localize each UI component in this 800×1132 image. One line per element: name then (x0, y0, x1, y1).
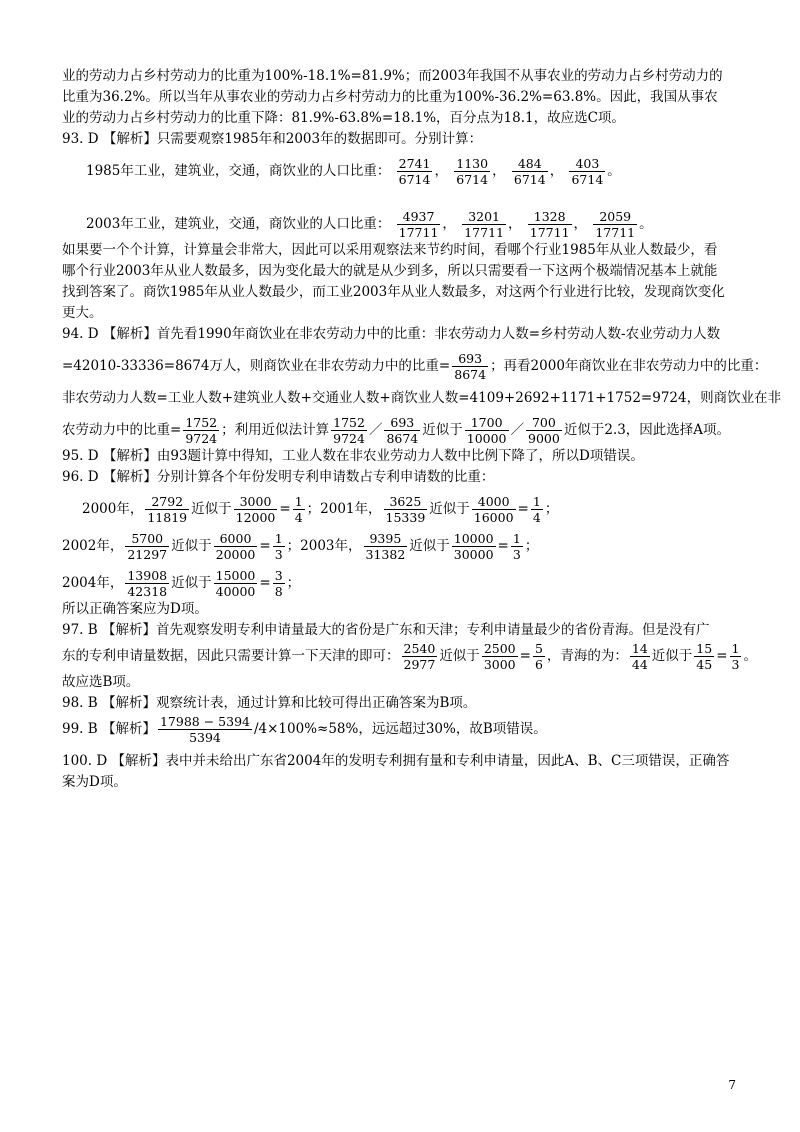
numerator: 3000 (234, 494, 278, 510)
numerator: 10000 (453, 531, 494, 546)
text-run: ， (549, 163, 564, 179)
text-run: = (517, 501, 529, 517)
fraction (145, 494, 189, 525)
text-run: 。 (639, 216, 653, 232)
q95-line-1: 95. D 【解析】由93题计算中得知，工业人数在非农业劳动力人数中比例下降了，所以D项错误。 (62, 448, 644, 464)
numerator: 1 (532, 494, 541, 509)
denominator: 9724 (185, 431, 218, 446)
numerator: 484 (512, 156, 548, 172)
fraction (465, 415, 509, 446)
fraction (512, 156, 548, 187)
denominator: 44 (631, 657, 648, 672)
denominator: 17711 (529, 225, 570, 240)
q93-row-2003 (62, 209, 752, 240)
text-run: 2000年， (82, 501, 144, 517)
text-run: = (519, 648, 531, 664)
numerator: 2540 (403, 641, 436, 656)
q93-row1-label: 1985年工业，建筑业，交通，商饮业的人口比重： (86, 163, 391, 179)
fraction (593, 209, 637, 240)
q94-line-3: 非农劳动力人数=工业人数+建筑业人数+交通业人数+商饮业人数=4109+2692+1171+1752=9724，则商饮业在非 (62, 390, 782, 406)
text-run: 农劳动力中的比重= (62, 422, 182, 438)
text-run: = (279, 501, 291, 517)
numerator: 1130 (456, 156, 489, 171)
denominator: 6714 (571, 172, 604, 187)
fraction (293, 494, 305, 525)
fraction (273, 568, 285, 599)
numerator: 4000 (472, 494, 516, 510)
fraction (630, 641, 650, 672)
numerator: 3625 (384, 494, 428, 510)
numerator: 403 (569, 156, 605, 172)
text-run: 。 (743, 648, 757, 664)
fraction (694, 641, 714, 672)
fraction (331, 415, 367, 446)
fraction (402, 641, 438, 672)
denominator: 2977 (403, 657, 436, 672)
q94-line-2 (62, 351, 768, 382)
denominator: 30000 (453, 547, 494, 562)
fraction (730, 641, 742, 672)
denominator: 3 (512, 547, 521, 562)
text-run: /4×100%≈58%，远远超过30%，故B项错误。 (253, 721, 547, 737)
fraction (214, 531, 258, 562)
q100-line-1: 100. D 【解析】表中并未给出广东省2004年的发明专利拥有量和专利申请量，因此A、B、C三项错误，正确答 (62, 753, 730, 769)
text-run: ／ (510, 422, 525, 438)
text-run: ／ (368, 422, 383, 438)
denominator: 40000 (215, 584, 256, 599)
text-run: = (259, 538, 271, 554)
q96-heading: 96. D 【解析】分别计算各个年份发明专利申请数占专利申请数的比重： (62, 469, 495, 485)
denominator: 3 (731, 657, 740, 672)
fraction (569, 156, 605, 187)
text-run: 99. B 【解析】 (62, 721, 156, 737)
fraction (511, 531, 523, 562)
numerator: 15000 (215, 568, 256, 583)
text-run: 东的专利申请量数据，因此只需要计算一下天津的即可： (62, 648, 400, 664)
numerator: 9395 (364, 531, 408, 547)
fraction (531, 494, 543, 525)
denominator: 6714 (456, 172, 489, 187)
numerator: 1752 (333, 415, 365, 430)
denominator: 6714 (398, 172, 431, 187)
text-run: 2001年， (320, 501, 382, 517)
q93-row2-label: 2003年工业，建筑业，交通，商饮业的人口比重： (86, 216, 391, 232)
q94-line-1: 94. D 【解析】首先看1990年商饮业在非农劳动力中的比重：非农劳动力人数=乡村劳动人数-农业劳动力人数 (62, 326, 721, 342)
denominator: 42318 (127, 584, 168, 599)
denominator: 8674 (386, 431, 419, 446)
numerator: 1 (294, 494, 303, 509)
text-run: = (259, 575, 271, 591)
text-run: ， (507, 216, 522, 232)
fraction (125, 568, 169, 599)
intro-line-2: 比重为36.2%。所以当年从事农业的劳动力占乡村劳动力的比重为100%-36.2%=63.8%。因此，我国从事农 (62, 89, 718, 105)
text-run: 近似于 (191, 501, 232, 517)
denominator: 31382 (365, 547, 406, 562)
text-run: 近似于 (422, 422, 463, 438)
fraction (397, 156, 433, 187)
numerator: 3201 (462, 209, 506, 225)
q99-line-1 (62, 714, 752, 745)
numerator: 1328 (528, 209, 572, 225)
q96-row-2002-2003 (62, 531, 752, 562)
numerator: 1 (274, 531, 283, 546)
numerator: 3 (274, 568, 283, 583)
text-run: 2002年， (62, 538, 124, 554)
numerator: 14 (631, 641, 648, 656)
numerator: 6000 (214, 531, 258, 547)
denominator: 21297 (127, 547, 168, 562)
denominator: 20000 (215, 547, 256, 562)
numerator: 1700 (465, 415, 509, 431)
numerator: 2500 (483, 641, 516, 656)
text-run: 近似于 (429, 501, 470, 517)
numerator: 2741 (398, 156, 431, 171)
text-run: ，青海的为： (546, 648, 628, 664)
fraction (452, 351, 488, 382)
text-run: ， (434, 163, 448, 179)
q97-line-1: 97. B 【解析】首先观察发明专利申请量最大的省份是广东和天津；专利申请量最少的省份青海。但是没有广 (62, 622, 710, 638)
numerator: 4937 (397, 209, 441, 225)
q93-row-1985 (62, 156, 752, 187)
q93-para-3: 找到答案了。商饮1985年从业人数最少，而工业2003年从业人数最多，对这两个行业进行比较，发现商饮变化 (62, 284, 725, 300)
q96-row-2000-2001 (62, 494, 752, 525)
text-run: ； (524, 538, 539, 554)
denominator: 12000 (235, 510, 276, 525)
text-run: 2004年， (62, 575, 124, 591)
fraction (452, 531, 496, 562)
text-run: ； (286, 538, 301, 554)
q93-para-4: 更大。 (62, 305, 103, 321)
denominator: 4 (294, 510, 303, 525)
numerator: 5 (534, 641, 543, 656)
text-run: ；再看2000年商饮业在非农劳动力中的比重： (490, 358, 768, 374)
denominator: 3 (274, 547, 283, 562)
q93-heading: 93. D 【解析】只需要观察1985年和2003年的数据即可。分别计算： (62, 131, 483, 147)
denominator: 5394 (189, 730, 221, 745)
text-run: 。 (607, 163, 621, 179)
text-run: 近似于2.3，因此选择A项。 (563, 422, 731, 438)
text-run: =42010-33336=8674万人，则商饮业在非农劳动力中的比重= (62, 358, 451, 374)
page-number: 7 (728, 1078, 736, 1092)
numerator: 15 (696, 641, 713, 656)
fraction (397, 209, 441, 240)
q98-line-1: 98. B 【解析】观察统计表，通过计算和比较可得出正确答案为B项。 (62, 695, 477, 711)
denominator: 15339 (385, 510, 426, 525)
fraction (384, 494, 428, 525)
fraction (526, 415, 562, 446)
text-run: 近似于 (171, 575, 212, 591)
denominator: 17711 (464, 225, 504, 240)
fraction (214, 568, 258, 599)
text-run: = (497, 538, 509, 554)
fraction (472, 494, 516, 525)
denominator: 9000 (528, 431, 560, 446)
fraction (482, 641, 518, 672)
numerator: 2792 (145, 494, 189, 510)
fraction (454, 156, 490, 187)
denominator: 3000 (483, 657, 516, 672)
q97-line-2 (62, 641, 757, 672)
q100-line-2: 案为D项。 (62, 774, 127, 790)
numerator: 693 (384, 415, 420, 431)
numerator: 700 (526, 415, 562, 431)
fraction (533, 641, 545, 672)
q97-line-3: 故应选B项。 (62, 674, 140, 690)
intro-line-3: 业的劳动力占乡村劳动力的比重下降：81.9%-63.8%=18.1%，百分点为18.1，故应选C项。 (62, 110, 625, 126)
text-run: = (716, 648, 728, 664)
numerator: 1 (731, 641, 740, 656)
denominator: 11819 (147, 510, 188, 525)
numerator: 17988 − 5394 (159, 714, 250, 729)
fraction (364, 531, 408, 562)
numerator: 2059 (593, 209, 637, 225)
denominator: 17711 (595, 225, 636, 240)
text-run: 近似于 (409, 538, 450, 554)
fraction (384, 415, 420, 446)
numerator: 1752 (185, 415, 218, 430)
denominator: 8 (274, 584, 283, 599)
text-run: ； (286, 575, 301, 591)
text-run: 2003年， (300, 538, 362, 554)
q96-tail: 所以正确答案应为D项。 (62, 601, 208, 617)
numerator: 5700 (125, 531, 169, 547)
fraction (273, 531, 285, 562)
denominator: 4 (532, 510, 541, 525)
text-run: ； (306, 501, 321, 517)
text-run: ， (573, 216, 588, 232)
numerator: 693 (452, 351, 488, 367)
fraction (158, 714, 252, 745)
text-run: 近似于 (651, 648, 693, 664)
text-run: ， (442, 216, 456, 232)
q94-line-4 (62, 415, 752, 446)
denominator: 6 (534, 657, 543, 672)
intro-line-1: 业的劳动力占乡村劳动力的比重为100%-18.1%=81.9%；而2003年我国不从事农业的劳动力占乡村劳动力的 (62, 68, 723, 84)
q93-para-1: 如果要一个个计算，计算量会非常大，因此可以采用观察法来节约时间，看哪个行业1985年从业人数最少，看 (62, 242, 718, 258)
denominator: 16000 (473, 510, 514, 525)
fraction (528, 209, 572, 240)
q93-para-2: 哪个行业2003年从业人数最多，因为变化最大的就是从少到多，所以只需要看一下这两个极端情况基本上就能 (62, 263, 718, 279)
fraction (462, 209, 506, 240)
text-run: ； (544, 501, 559, 517)
text-run: 近似于 (439, 648, 480, 664)
numerator: 13908 (127, 568, 168, 583)
denominator: 45 (696, 657, 713, 672)
denominator: 9724 (333, 431, 365, 446)
text-run: ；利用近似法计算 (221, 422, 330, 438)
text-run: ， (492, 163, 506, 179)
fraction (234, 494, 278, 525)
denominator: 6714 (513, 172, 546, 187)
denominator: 10000 (466, 431, 507, 446)
fraction (183, 415, 219, 446)
numerator: 1 (512, 531, 521, 546)
document-body (62, 66, 782, 793)
text-run: 近似于 (171, 538, 212, 554)
fraction (125, 531, 169, 562)
denominator: 17711 (398, 225, 439, 240)
q96-row-2004 (62, 568, 752, 599)
denominator: 8674 (454, 367, 487, 382)
